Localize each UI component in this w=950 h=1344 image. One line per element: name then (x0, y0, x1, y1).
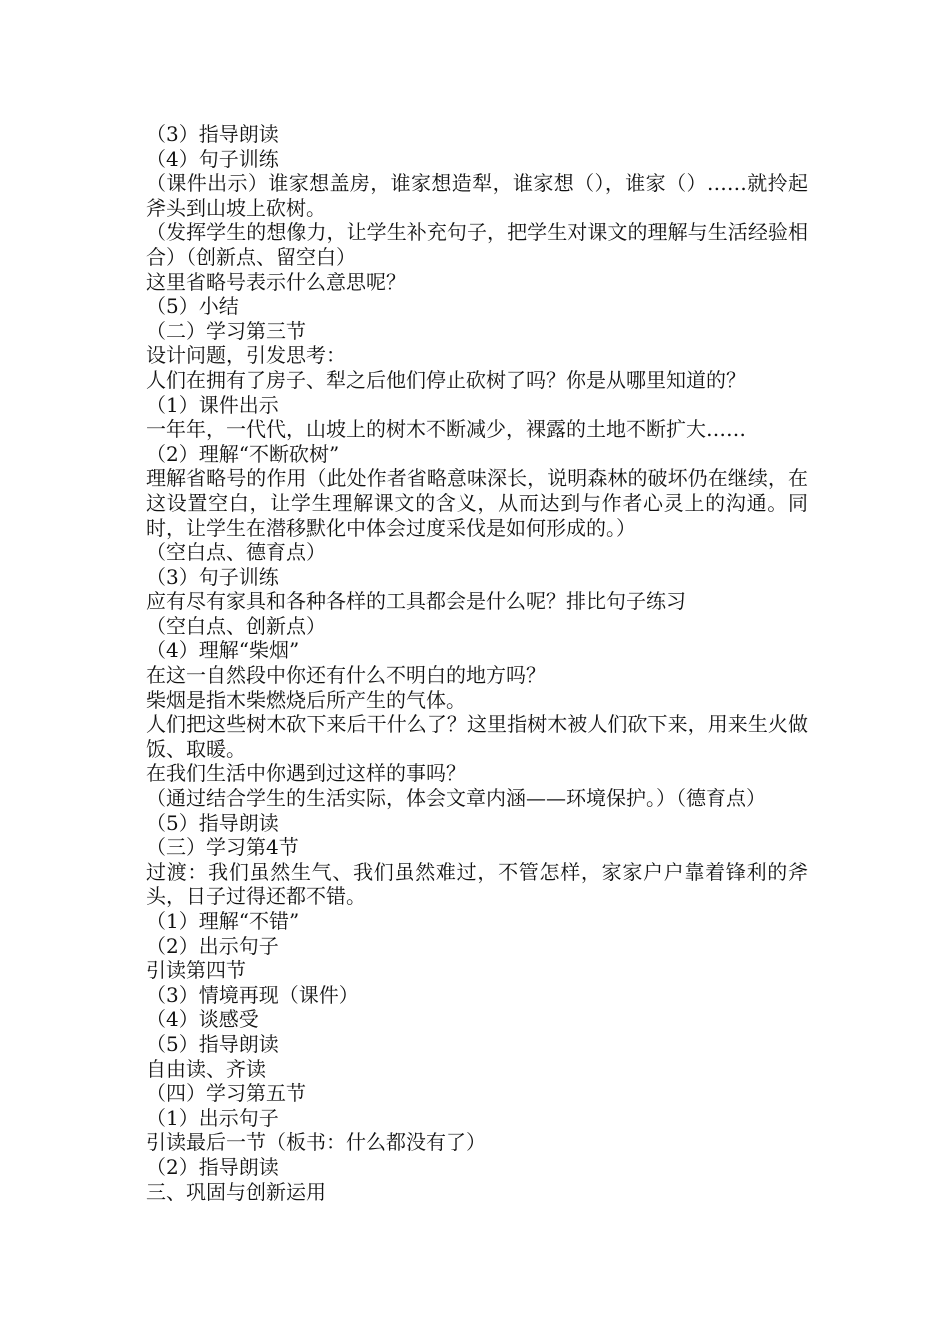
text-line: （2）理解“不断砍树” (146, 441, 340, 466)
text-line: （5）指导朗读 (146, 810, 279, 835)
text-line: 人们把这些树木砍下来后干什么了？这里指树木被人们砍下来，用来生火做饭、取暖。 (146, 712, 808, 761)
text-line: （2）出示句子 (146, 933, 279, 958)
text-line: （3）情境再现（课件） (146, 982, 359, 1007)
text-line: （2）指导朗读 (146, 1154, 279, 1179)
text-line: （1）课件出示 (146, 392, 279, 417)
text-line: （5）小结 (146, 294, 239, 319)
text-line: （4）句子训练 (146, 146, 279, 171)
text-line: 这里省略号表示什么意思呢？ (146, 269, 406, 294)
text-line: （3）指导朗读 (146, 122, 279, 146)
section-heading: （四）学习第五节 (146, 1081, 306, 1106)
text-line: 在我们生活中你遇到过这样的事吗？ (146, 761, 466, 786)
text-line: 设计问题，引发思考： (146, 343, 346, 368)
text-line: 过渡：我们虽然生气、我们虽然难过，不管怎样，家家户户靠着锋利的斧头，日子过得还都不错。 (146, 859, 808, 909)
text-line: （4）理解“柴烟” (146, 638, 300, 663)
text-line: （空白点、德育点） (146, 540, 326, 565)
text-line: （3）句子训练 (146, 564, 279, 589)
document-body (146, 122, 808, 1204)
text-line: 引读最后一节（板书：什么都没有了） (146, 1130, 486, 1155)
text-line: 引读第四节 (146, 958, 246, 983)
text-line: 柴烟是指木柴燃烧后所产生的气体。 (146, 687, 466, 712)
text-line: （课件出示）谁家想盖房，谁家想造犁，谁家想（），谁家（）……就拎起斧头到山坡上砍树。 (146, 171, 808, 220)
text-line: 理解省略号的作用（此处作者省略意味深长，说明森林的破坏仍在继续，在这设置空白，让学生理解课文的含义，从而达到与作者心灵上的沟通。同时，让学生在潜移默化中体会过度采伐是如何形成的。） (146, 466, 808, 540)
section-heading: 三、巩固与创新运用 (146, 1179, 326, 1204)
text-line: （1）出示句子 (146, 1105, 279, 1130)
section-heading: （三）学习第4节 (146, 835, 299, 860)
text-line: 人们在拥有了房子、犁之后他们停止砍树了吗？你是从哪里知道的？ (146, 367, 746, 392)
text-line: （5）指导朗读 (146, 1031, 279, 1056)
text-line: 自由读、齐读 (146, 1056, 266, 1081)
text-line: （发挥学生的想像力，让学生补充句子，把学生对课文的理解与生活经验相合）（创新点、留空白） (146, 220, 808, 269)
text-line: （1）理解“不错” (146, 909, 300, 933)
text-line: （通过结合学生的生活实际，体会文章内涵——环境保护。）（德育点） (146, 786, 766, 811)
text-line: （4）谈感受 (146, 1007, 259, 1032)
text-line: （空白点、创新点） (146, 613, 326, 638)
text-line: 一年年，一代代，山坡上的树木不断减少，裸露的土地不断扩大…… (146, 417, 746, 442)
text-line: 在这一自然段中你还有什么不明白的地方吗？ (146, 663, 546, 688)
text-line: 应有尽有家具和各种各样的工具都会是什么呢？排比句子练习 (146, 589, 686, 614)
section-heading: （二）学习第三节 (146, 318, 306, 343)
